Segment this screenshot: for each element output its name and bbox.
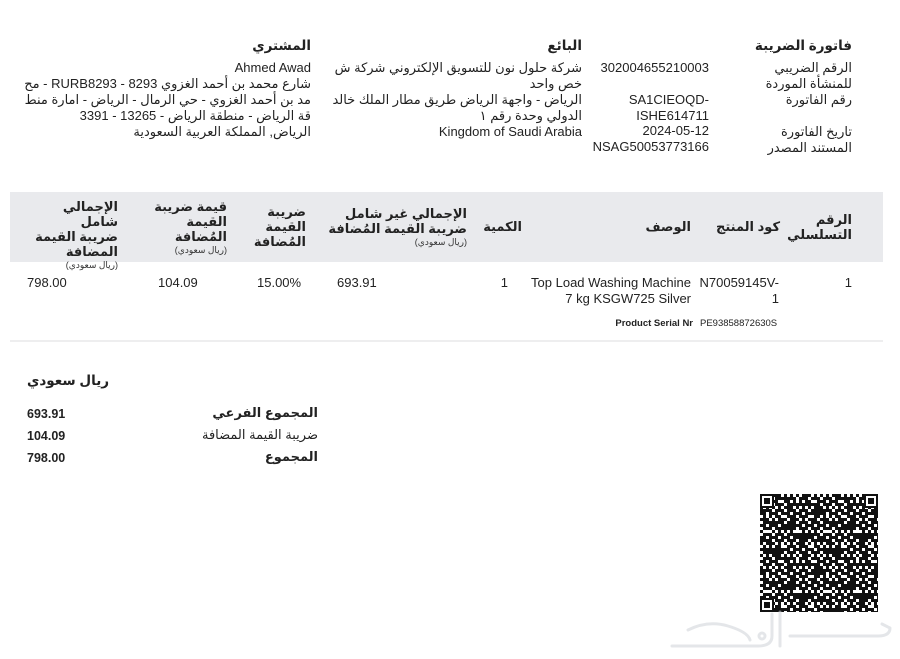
seller-line: الرياض - واجهة الرياض طريق مطار الملك خالد [332,92,582,107]
header-vat-rate-line1: ضريبة [267,204,306,219]
invoice-number-value-line1: SA1CIEOQD- [628,92,709,107]
source-document-value: NSAG50053773166 [592,139,709,154]
invoice-number-value-line2: ISHE614711 [636,108,709,123]
cell-description-line1: Top Load Washing Machine [531,275,691,290]
cell-description-line2: 7 kg KSGW725 Silver [565,291,691,306]
currency-note: (ريال سعودي) [414,237,467,247]
subtotal-label: المجموع الفرعي [212,405,318,420]
vat-number-label: الرقم الضريبي للمنشأة الموردة [765,60,852,91]
serial-nr-value: PE93858872630S [700,318,778,329]
header-total-incl-vat-line2: ضريبة القيمة [35,229,118,244]
haraj-watermark-icon [668,606,893,650]
vat-total-value: 104.09 [27,429,66,443]
header-total-excl-vat-line2: ضريبة القيمة المُضافة [328,221,467,236]
seller-country: Kingdom of Saudi Arabia [438,124,582,139]
qr-code-icon [760,494,878,612]
header-description: الوصف [645,219,691,234]
header-vat-rate-line3: المُضافة [253,234,306,249]
cell-product-code-line1: N70059145V- [699,275,779,290]
header-serial [772,212,852,242]
cell-vat-rate: 15.00% [257,275,302,290]
cell-quantity: 1 [500,275,508,290]
invoice-date-value: 2024-05-12 [642,123,709,138]
header-vat-rate-line2: القيمة [265,219,306,234]
grand-total-value: 798.00 [27,451,66,465]
source-document-label: المستند المصدر [767,140,852,155]
currency-note: (ريال سعودي) [174,245,227,255]
invoice-title: فاتورة الضريبة [754,38,852,53]
header-vat-amount-line2: القيمة [186,214,227,229]
totals-currency: ريال سعودي [27,373,110,388]
vat-number-value: 302004655210003 [600,60,709,75]
header-vat-rate [246,204,306,249]
header-vat-amount [152,199,227,256]
seller-line: الدولي وحدة رقم ١ [479,108,582,123]
header-total-excl-vat [327,206,467,248]
buyer-title: المشتري [252,38,311,53]
cell-total-incl-vat: 798.00 [27,275,67,290]
buyer-address-line: قة الرياض - منطقة الرياض - 13265 - 3391 [79,108,311,123]
header-total-incl-vat-line1: الإجمالي شامل [62,199,118,229]
buyer-address-line: الرياض, المملكة العربية السعودية [133,124,311,139]
header-serial-line1: الرقم [815,212,852,227]
subtotal-value: 693.91 [27,407,66,421]
buyer-address-line: شارع محمد بن أحمد الغزوي 8293 - RURB8293 - مح [24,76,311,91]
header-total-incl-vat-line3: المضافة [65,244,118,259]
buyer-address-line: مد بن أحمد الغزوي - حي الرمال - الرياض - امارة منط [24,92,311,107]
row-divider [10,340,883,342]
header-total-excl-vat-line1: الإجمالي غير شامل [345,206,467,221]
serial-nr-label: Product Serial Nr [615,318,693,329]
header-quantity: الكمية [483,219,522,234]
grand-total-label: المجموع [264,449,318,464]
header-serial-line2: التسلسلي [787,227,852,242]
cell-product-code-line2: 1 [771,291,779,306]
header-total-incl-vat [23,199,118,271]
invoice-date-label: تاريخ الفاتورة [780,124,852,139]
cell-total-excl-vat: 693.91 [337,275,377,290]
header-product-code: كود المنتج [715,219,780,234]
vat-total-label: ضريبة القيمة المضافة [201,427,318,442]
buyer-name: Ahmed Awad [234,60,311,75]
seller-line: شركة حلول نون للتسويق الإلكتروني شركة ش [334,60,582,75]
cell-vat-amount: 104.09 [158,275,198,290]
invoice-number-label: رقم الفاتورة [785,92,852,107]
seller-title: البائع [547,38,582,53]
header-vat-amount-line3: المُضافة [174,229,227,244]
header-vat-amount-line1: قيمة ضريبة [154,199,227,214]
cell-serial: 1 [844,275,852,290]
seller-line: خص واحد [529,76,582,91]
currency-note: (ريال سعودي) [65,260,118,270]
